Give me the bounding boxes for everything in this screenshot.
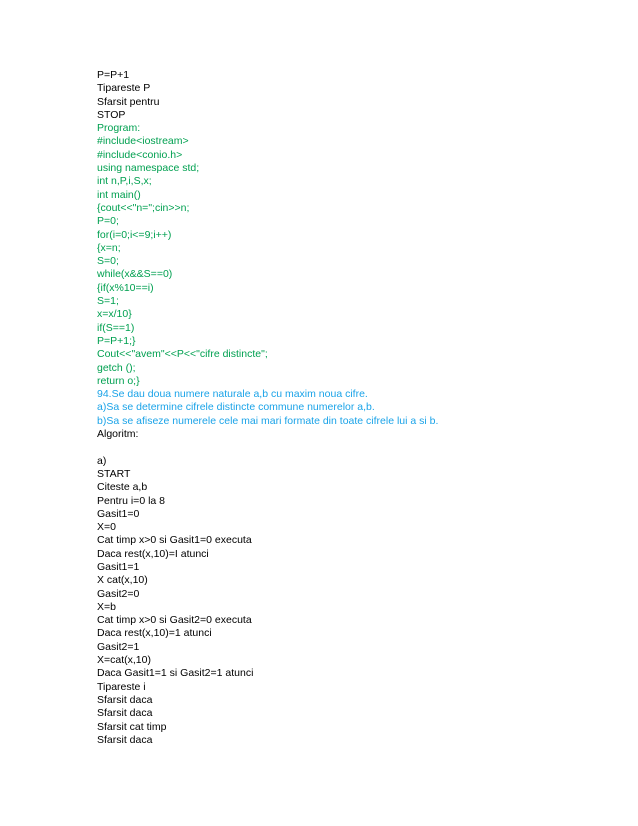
text-line: a) bbox=[97, 454, 107, 467]
text-line: Algoritm: bbox=[97, 428, 139, 441]
text-line: #include<iostream> bbox=[97, 135, 189, 148]
document-body bbox=[97, 69, 597, 747]
text-line: Cat timp x>0 si Gasit2=0 executa bbox=[97, 614, 252, 627]
text-line: return o;} bbox=[97, 374, 140, 387]
text-line: STOP bbox=[97, 108, 126, 121]
text-line: #include<conio.h> bbox=[97, 148, 183, 161]
text-line: b)Sa se afiseze numerele cele mai mari formate din toate cifrele lui a si b. bbox=[97, 414, 439, 427]
text-line: Sfarsit daca bbox=[97, 693, 153, 706]
text-line: Tipareste P bbox=[97, 82, 151, 95]
text-line: Tipareste i bbox=[97, 680, 146, 693]
text-line: Cat timp x>0 si Gasit1=0 executa bbox=[97, 534, 252, 547]
text-line: Program: bbox=[97, 122, 141, 135]
text-line: Sfarsit pentru bbox=[97, 95, 160, 108]
text-line: Gasit2=0 bbox=[97, 587, 140, 600]
text-line: if(S==1) bbox=[97, 321, 135, 334]
text-line: Pentru i=0 la 8 bbox=[97, 494, 166, 507]
text-line: Sfarsit daca bbox=[97, 707, 153, 720]
text-line: Cout<<"avem"<<P<<"cifre distincte"; bbox=[97, 348, 268, 361]
text-line: {cout<<"n=";cin>>n; bbox=[97, 201, 190, 214]
text-line: S=1; bbox=[97, 295, 119, 308]
text-line: a)Sa se determine cifrele distincte commune numerelor a,b. bbox=[97, 401, 375, 414]
text-line: getch (); bbox=[97, 361, 136, 374]
text-line: x=x/10} bbox=[97, 308, 132, 321]
text-line: P=0; bbox=[97, 215, 119, 228]
text-line: X=b bbox=[97, 600, 116, 613]
text-line: Daca rest(x,10)=I atunci bbox=[97, 547, 209, 560]
text-line: int main() bbox=[97, 188, 141, 201]
text-line: Gasit1=1 bbox=[97, 560, 140, 573]
text-line: Daca Gasit1=1 si Gasit2=1 atunci bbox=[97, 667, 254, 680]
text-line: using namespace std; bbox=[97, 162, 200, 175]
blank-line bbox=[97, 441, 597, 454]
text-line: Daca rest(x,10)=1 atunci bbox=[97, 627, 212, 640]
text-line: Citeste a,b bbox=[97, 481, 148, 494]
text-line: {if(x%10==i) bbox=[97, 281, 154, 294]
text-line: S=0; bbox=[97, 255, 119, 268]
text-line: 94.Se dau doua numere naturale a,b cu maxim noua cifre. bbox=[97, 388, 368, 401]
text-line: Gasit1=0 bbox=[97, 507, 140, 520]
text-line: while(x&&S==0) bbox=[97, 268, 173, 281]
text-line: P=P+1 bbox=[97, 69, 130, 81]
text-line: P=P+1;} bbox=[97, 334, 136, 347]
text-line: int n,P,i,S,x; bbox=[97, 175, 152, 188]
text-line: X=cat(x,10) bbox=[97, 654, 151, 667]
text-line: START bbox=[97, 467, 131, 480]
text-line: Gasit2=1 bbox=[97, 640, 140, 653]
text-line: Sfarsit daca bbox=[97, 733, 153, 746]
text-line: X cat(x,10) bbox=[97, 574, 148, 587]
text-line: for(i=0;i<=9;i++) bbox=[97, 228, 172, 241]
text-line: {x=n; bbox=[97, 241, 121, 254]
text-line: X=0 bbox=[97, 521, 116, 534]
text-line: Sfarsit cat timp bbox=[97, 720, 167, 733]
